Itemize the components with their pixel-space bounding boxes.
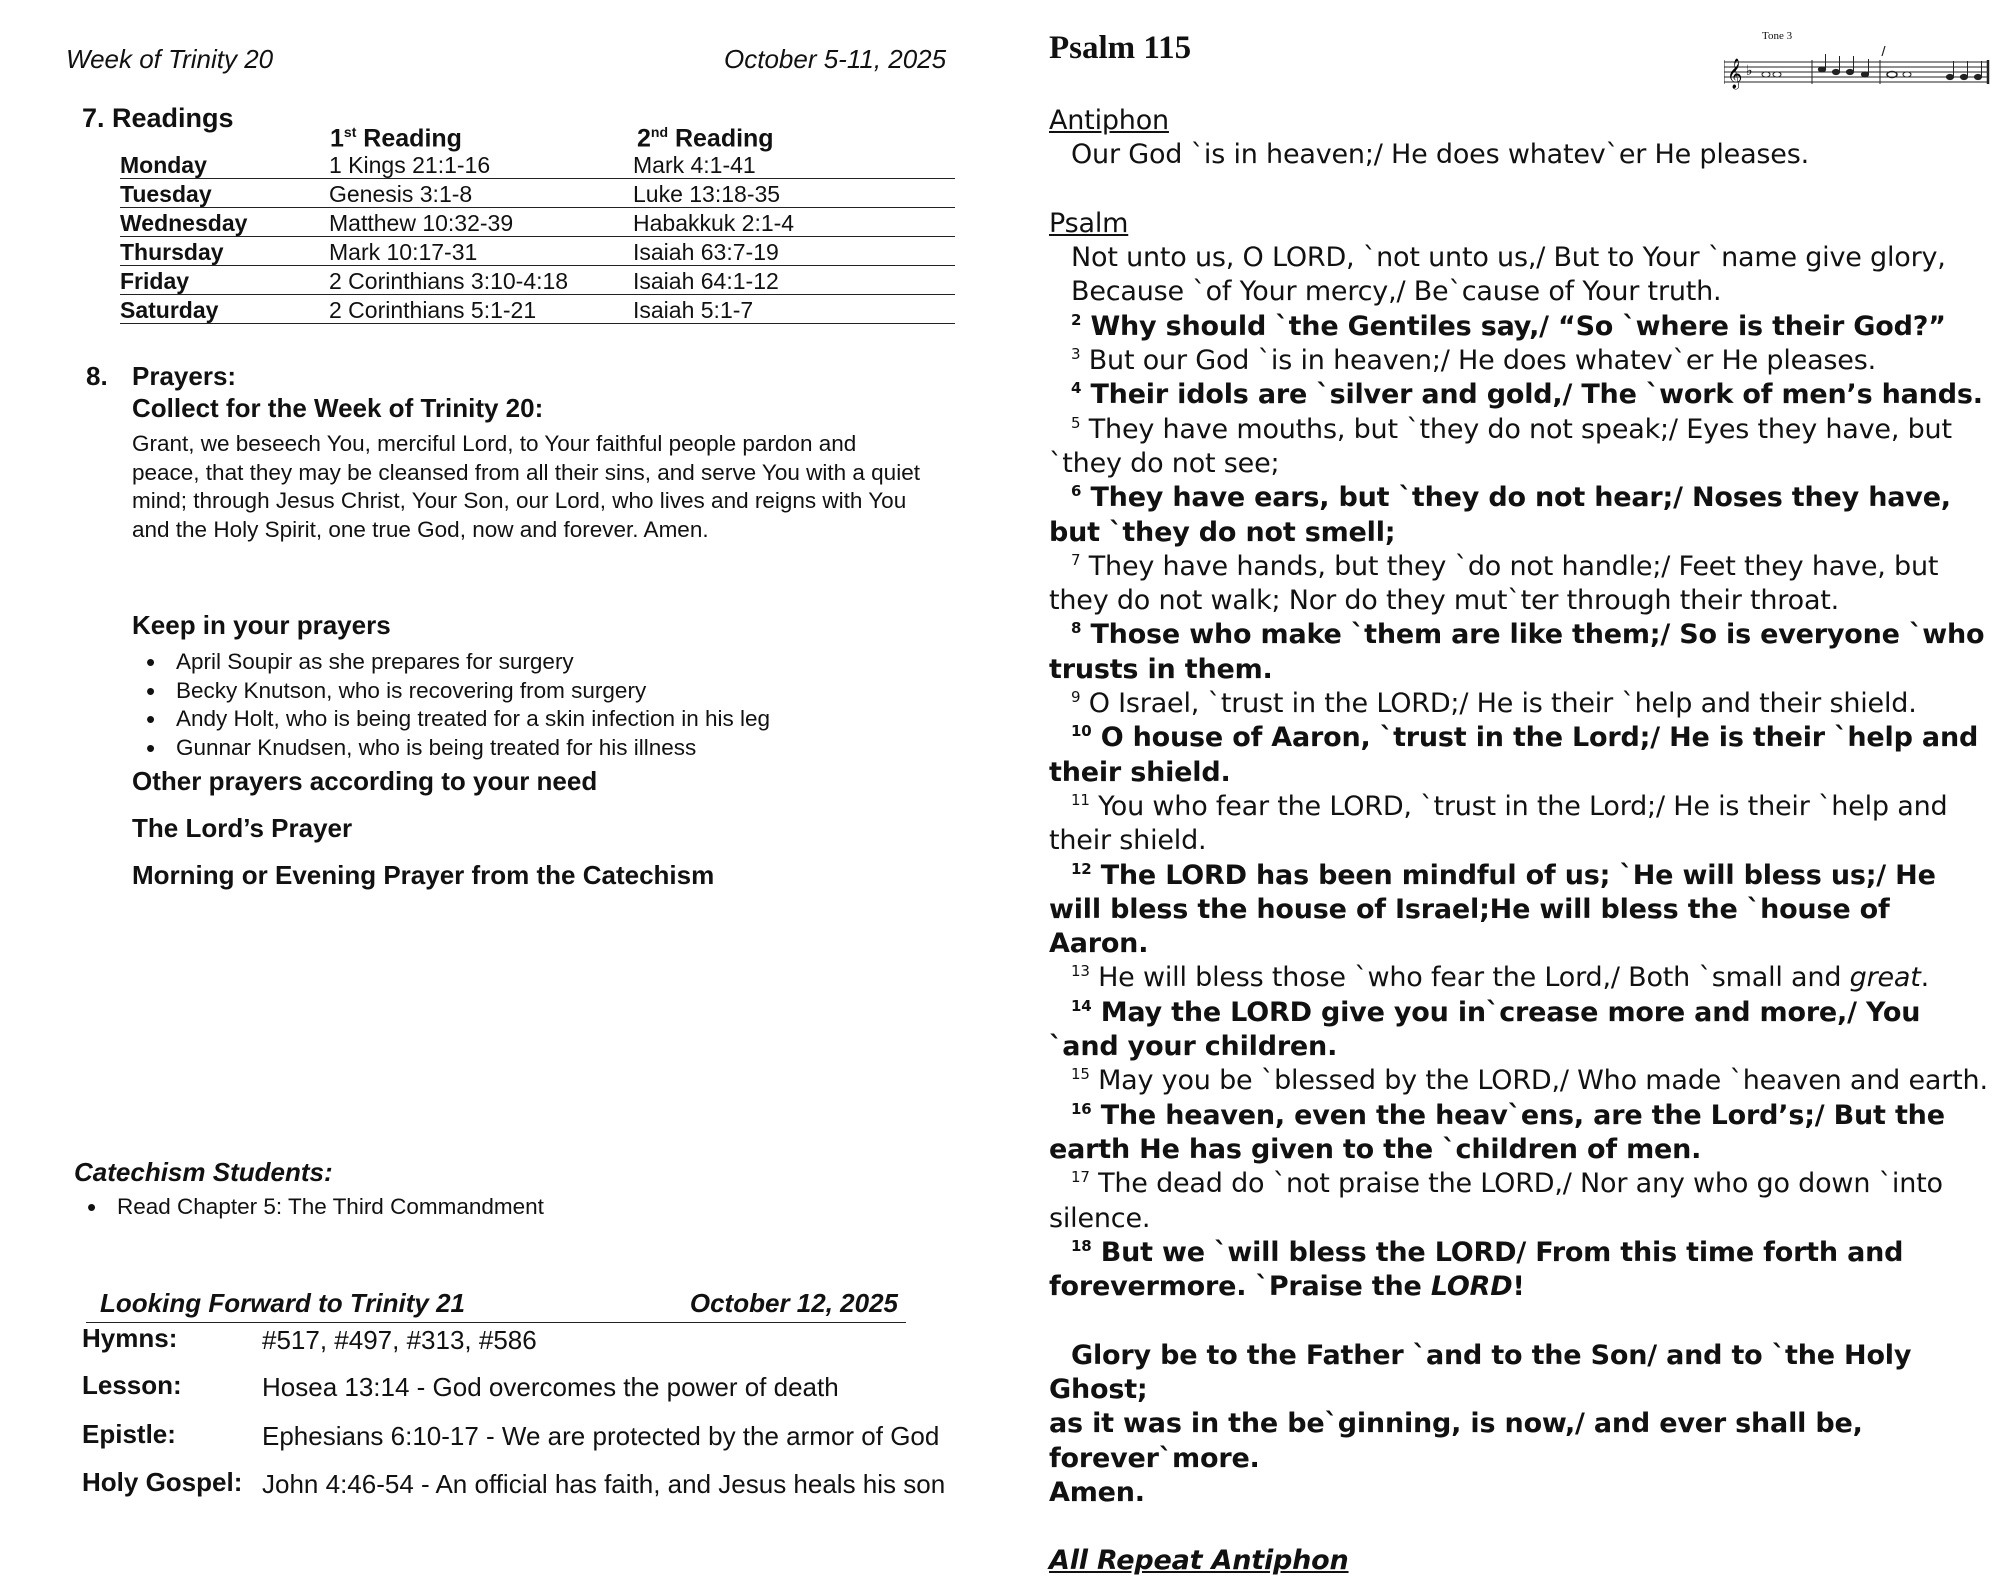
psalm-title: Psalm 115 — [1049, 30, 1192, 66]
other-prayers-heading: Other prayers according to your need — [132, 766, 598, 796]
verse: $^5$ They have mouths, but `they do not speak;/ Eyes they have, but `they do not see; — [1049, 413, 1952, 479]
gloria-line: Amen. — [1049, 1476, 1145, 1508]
verse: $^{12}$ The LORD has been mindful of us; `He will bless us;/ He will bless the house of Israel;He will bless the `house of Aaron. — [1049, 859, 1936, 960]
list-item: • Becky Knutson, who is recovering from surgery — [176, 677, 770, 706]
collect-text — [132, 430, 962, 544]
verse: $^{15}$ May you be `blessed by the LORD,/ Who made `heaven and earth. — [1071, 1065, 1988, 1097]
lesson-value: Hosea 13:14 - God overcomes the power of death — [262, 1372, 839, 1402]
psalm-label: Psalm — [1049, 207, 1129, 239]
list-item: • Andy Holt, who is being treated for a skin infection in his leg — [176, 705, 770, 734]
verse: $^4$ Their idols are `silver and gold,/ The `work of men’s hands. — [1071, 379, 1983, 411]
antiphon-text: Our God `is in heaven;/ He does whatev`er He pleases. — [1071, 139, 1809, 171]
looking-forward-title: Looking Forward to Trinity 21 — [100, 1288, 465, 1318]
hymns-label: Hymns: — [82, 1323, 178, 1353]
keep-in-prayers-heading: Keep in your prayers — [132, 610, 391, 640]
svg-text:𝄞: 𝄞 — [1727, 59, 1743, 89]
looking-forward-header — [86, 1288, 906, 1323]
verse: $^7$ They have hands, but they `do not handle;/ Feet they have, but they do not walk; Nor do they mut`ter through their throat. — [1049, 550, 1939, 617]
list-item: • Read Chapter 5: The Third Commandment — [117, 1193, 544, 1221]
tone-label: Tone 3 — [1762, 30, 1793, 42]
prayers-heading: Prayers: — [132, 361, 237, 391]
day-cell: Wednesday — [120, 208, 329, 237]
psalm-line: Because `of Your mercy,/ Be`cause of Your truth. — [1071, 276, 1722, 308]
prayer-list — [132, 648, 770, 762]
second-reading-cell: Isaiah 63:7-19 — [633, 237, 955, 266]
catechism-list — [74, 1193, 544, 1221]
gospel-label: Holy Gospel: — [82, 1467, 243, 1497]
second-reading-header: 2nd Reading — [637, 124, 774, 153]
collect-line: Grant, we beseech You, merciful Lord, to Your faithful people pardon and — [132, 431, 857, 456]
readings-table — [120, 150, 955, 324]
first-reading-cell: Genesis 3:1-8 — [329, 179, 633, 208]
verse: $^3$ But our God `is in heaven;/ He does whatev`er He pleases. — [1071, 345, 1876, 377]
second-reading-cell: Isaiah 64:1-12 — [633, 266, 955, 295]
table-row — [120, 179, 955, 208]
gloria-line: Glory be to the Father `and to the Son/ and to `the Holy Ghost; — [1049, 1339, 1912, 1405]
svg-text:♭: ♭ — [1746, 63, 1753, 79]
collect-line: and the Holy Spirit, one true God, now and forever. Amen. — [132, 516, 709, 542]
verse: $^9$ O Israel, `trust in the LORD;/ He is their `help and their shield. — [1071, 688, 1917, 720]
antiphon-label: Antiphon — [1049, 105, 1169, 136]
second-reading-cell: Mark 4:1-41 — [633, 152, 756, 178]
verse: $^8$ Those who make `them are like them;/ So is everyone `who trusts in them. — [1049, 619, 1985, 685]
verse: $^{10}$ O house of Aaron, `trust in the Lord;/ He is their `help and their shield. — [1049, 722, 1979, 788]
table-row — [120, 266, 955, 295]
collect-line: peace, that they may be cleansed from all their sins, and serve You with a quiet — [132, 459, 920, 485]
first-reading-cell: 2 Corinthians 5:1-21 — [329, 295, 633, 324]
list-item: • April Soupir as she prepares for surgery — [176, 648, 770, 677]
gloria-line: as it was in the be`ginning, is now,/ and ever shall be, forever`more. — [1049, 1408, 1863, 1474]
verse: $^{11}$ You who fear the LORD, `trust in the Lord;/ He is their `help and their shield. — [1049, 790, 1948, 857]
table-row — [120, 150, 955, 179]
psalm-body — [1049, 104, 1994, 1579]
day-cell: Tuesday — [120, 179, 329, 208]
second-reading-cell: Habakkuk 2:1-4 — [633, 208, 955, 237]
epistle-value: Ephesians 6:10-17 - We are protected by the armor of God — [262, 1421, 940, 1451]
day-cell: Monday — [120, 152, 207, 178]
hymns-value: #517, #497, #313, #586 — [262, 1325, 537, 1355]
collect-heading: Collect for the Week of Trinity 20: — [132, 393, 544, 423]
day-cell: Friday — [120, 266, 329, 295]
verse: $^{14}$ May the LORD give you in`crease more and more,/ You `and your children. — [1049, 996, 1921, 1063]
lesson-label: Lesson: — [82, 1370, 182, 1400]
lords-prayer-heading: The Lord’s Prayer — [132, 813, 353, 843]
gospel-value: John 4:46-54 - An official has faith, and Jesus heals his son — [262, 1469, 946, 1499]
repeat-antiphon: All Repeat Antiphon — [1049, 1545, 1349, 1577]
second-reading-cell: Luke 13:18-35 — [633, 179, 955, 208]
morning-evening-prayer-heading: Morning or Evening Prayer from the Catechism — [132, 860, 715, 890]
verse: $^{17}$ The dead do `not praise the LORD,/ Nor any who go down `into silence. — [1049, 1168, 1943, 1234]
verse: $^{16}$ The heaven, even the heav`ens, are the Lord’s;/ But the earth He has given to the `children of men. — [1049, 1099, 1945, 1165]
second-reading-cell: Isaiah 5:1-7 — [633, 295, 955, 324]
verse: $^{18}$ But we `will bless the LORD/ From this time forth and forevermore. `Praise the LORD! — [1049, 1236, 1904, 1303]
table-row — [120, 237, 955, 266]
epistle-label: Epistle: — [82, 1419, 176, 1449]
table-row — [120, 295, 955, 324]
verse: $^6$ They have ears, but `they do not hear;/ Noses they have, but `they do not smell; — [1049, 482, 1951, 548]
day-cell: Saturday — [120, 295, 329, 324]
psalm-line: Not unto us, O LORD, `not unto us,/ But to Your `name give glory, — [1071, 242, 1946, 274]
day-cell: Thursday — [120, 237, 329, 266]
first-reading-header: 1st Reading — [330, 124, 462, 153]
verse: $^2$ Why should `the Gentiles say,/ “So `where is their God?” — [1071, 310, 1946, 342]
prayers-number: 8. — [86, 361, 108, 391]
date-header: October 5-11, 2025 — [724, 44, 947, 74]
verse: $^{13}$ He will bless those `who fear the Lord,/ Both `small and great. — [1071, 962, 1930, 994]
first-reading-cell: Matthew 10:32-39 — [329, 208, 633, 237]
first-reading-cell: 1 Kings 21:1-16 — [329, 152, 491, 178]
week-header: Week of Trinity 20 — [66, 44, 274, 74]
first-reading-cell: Mark 10:17-31 — [329, 237, 633, 266]
table-row — [120, 208, 955, 237]
tone-staff — [1724, 30, 1990, 90]
collect-line: mind; through Jesus Christ, Your Son, our Lord, who lives and reigns with You — [132, 488, 907, 513]
list-item: • Gunnar Knudsen, who is being treated for his illness — [176, 734, 770, 763]
looking-forward-date: October 12, 2025 — [689, 1288, 898, 1318]
readings-heading: 7. Readings — [82, 103, 234, 133]
first-reading-cell: 2 Corinthians 3:10-4:18 — [329, 266, 633, 295]
catechism-heading: Catechism Students: — [74, 1157, 333, 1187]
